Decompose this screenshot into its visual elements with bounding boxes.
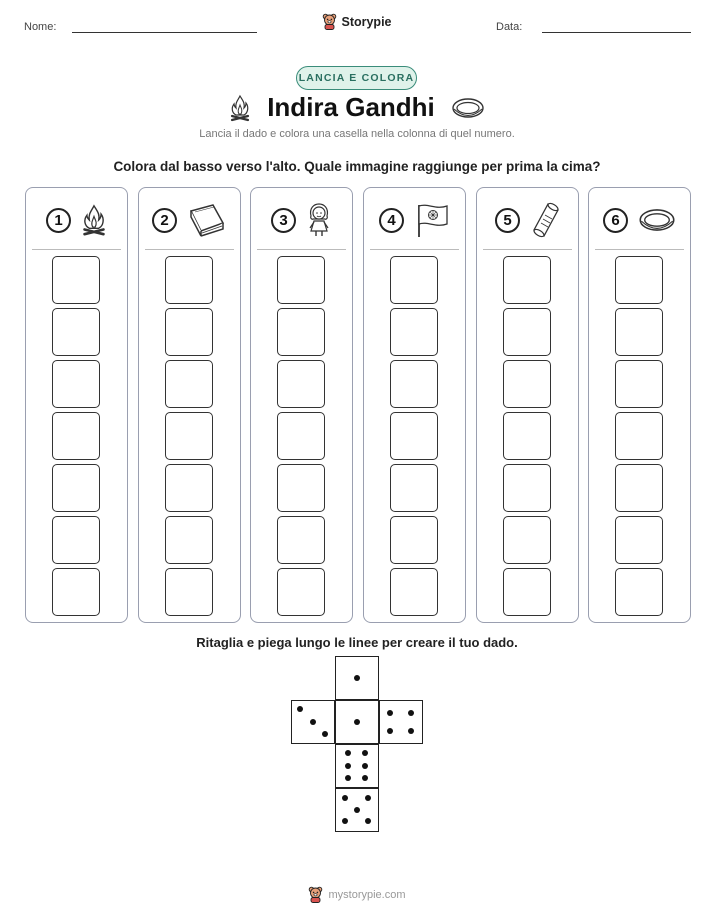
die-face-4	[379, 700, 423, 744]
column-header	[251, 200, 352, 240]
color-cell[interactable]	[52, 568, 100, 616]
die-pip	[408, 728, 414, 734]
column-number: 5	[495, 208, 520, 233]
color-cell[interactable]	[390, 412, 438, 460]
column-header	[139, 200, 240, 240]
instruction: Colora dal basso verso l'alto. Quale immagine raggiunge per prima la cima?	[113, 159, 601, 174]
color-cell[interactable]	[277, 516, 325, 564]
column-header	[477, 200, 578, 240]
brand	[0, 13, 714, 30]
color-cell[interactable]	[52, 256, 100, 304]
scroll-icon	[530, 202, 560, 238]
die-face-1	[335, 656, 379, 700]
title-row	[0, 92, 714, 123]
column-4	[363, 187, 466, 623]
cut-instruction: Ritaglia e piega lungo le linee per creare il tuo dado.	[196, 635, 518, 650]
color-cell[interactable]	[165, 568, 213, 616]
color-cell[interactable]	[503, 464, 551, 512]
die-face-6	[335, 744, 379, 788]
color-cell[interactable]	[615, 256, 663, 304]
color-cell[interactable]	[277, 308, 325, 356]
bangle-ring-icon	[451, 96, 485, 120]
color-cell[interactable]	[390, 256, 438, 304]
column-number: 4	[379, 208, 404, 233]
color-cell[interactable]	[277, 360, 325, 408]
die-pip	[365, 795, 371, 801]
die-pip	[387, 728, 393, 734]
column-divider	[595, 249, 684, 250]
color-cell[interactable]	[503, 412, 551, 460]
column-5	[476, 187, 579, 623]
bear-logo-icon	[322, 13, 337, 30]
color-cell[interactable]	[165, 308, 213, 356]
column-number: 6	[603, 208, 628, 233]
bear-logo-icon	[308, 886, 323, 903]
color-cell[interactable]	[165, 256, 213, 304]
color-cell[interactable]	[615, 360, 663, 408]
die-pip	[345, 763, 351, 769]
color-cell[interactable]	[165, 412, 213, 460]
color-cell[interactable]	[52, 308, 100, 356]
color-cell[interactable]	[503, 360, 551, 408]
color-cell[interactable]	[615, 308, 663, 356]
color-cell[interactable]	[52, 464, 100, 512]
column-divider	[483, 249, 572, 250]
die-pip	[310, 719, 316, 725]
color-cells	[503, 256, 551, 616]
column-header	[589, 200, 690, 240]
bangle-ring-icon	[638, 206, 676, 234]
column-divider	[145, 249, 234, 250]
column-number: 2	[152, 208, 177, 233]
page-title: Indira Gandhi	[267, 92, 435, 122]
color-cell[interactable]	[52, 360, 100, 408]
color-cell[interactable]	[503, 516, 551, 564]
column-6	[588, 187, 691, 623]
color-cell[interactable]	[503, 568, 551, 616]
date-line[interactable]	[542, 32, 691, 33]
color-cell[interactable]	[277, 568, 325, 616]
color-cell[interactable]	[390, 308, 438, 356]
color-cell[interactable]	[503, 256, 551, 304]
book-icon	[187, 203, 227, 237]
color-cell[interactable]	[390, 360, 438, 408]
column-header	[364, 200, 465, 240]
subtitle: Lancia il dado e colora una casella nella colonna di quel numero.	[199, 128, 515, 140]
column-2	[138, 187, 241, 623]
campfire-icon	[81, 203, 107, 237]
column-divider	[32, 249, 121, 250]
color-cell[interactable]	[165, 360, 213, 408]
color-cell[interactable]	[52, 516, 100, 564]
brand-name: Storypie	[341, 14, 392, 29]
column-divider	[257, 249, 346, 250]
die-pip	[354, 675, 360, 681]
die-pip	[345, 750, 351, 756]
name-line[interactable]	[72, 32, 257, 33]
color-cell[interactable]	[277, 464, 325, 512]
die-pip	[345, 775, 351, 781]
column-divider	[370, 249, 459, 250]
color-cell[interactable]	[390, 568, 438, 616]
color-cells	[52, 256, 100, 616]
die-pip	[362, 750, 368, 756]
color-cell[interactable]	[165, 464, 213, 512]
girl-doll-icon	[306, 202, 332, 238]
die-face-3	[291, 700, 335, 744]
footer	[0, 886, 714, 903]
die-pip	[342, 795, 348, 801]
color-cell[interactable]	[277, 256, 325, 304]
activity-badge: LANCIA E COLORA	[296, 66, 417, 90]
die-pip	[408, 710, 414, 716]
footer-url: mystorypie.com	[328, 888, 406, 901]
color-cell[interactable]	[615, 516, 663, 564]
die-pip	[362, 763, 368, 769]
die-pip	[297, 706, 303, 712]
die-pip	[354, 807, 360, 813]
die-pip	[322, 731, 328, 737]
color-cell[interactable]	[615, 464, 663, 512]
color-cells	[165, 256, 213, 616]
color-cell[interactable]	[277, 412, 325, 460]
column-header	[26, 200, 127, 240]
color-cell[interactable]	[390, 464, 438, 512]
color-cells	[390, 256, 438, 616]
color-cell[interactable]	[390, 516, 438, 564]
flag-icon	[414, 202, 450, 238]
color-cell[interactable]	[503, 308, 551, 356]
column-3	[250, 187, 353, 623]
die-pip	[387, 710, 393, 716]
color-cell[interactable]	[615, 412, 663, 460]
die-pip	[362, 775, 368, 781]
column-number: 1	[46, 208, 71, 233]
die-pip	[354, 719, 360, 725]
color-cell[interactable]	[165, 516, 213, 564]
die-pip	[365, 818, 371, 824]
name-label: Nome:	[24, 21, 57, 33]
die-face-1	[335, 700, 379, 744]
column-1	[25, 187, 128, 623]
campfire-icon	[229, 94, 251, 122]
die-pip	[342, 818, 348, 824]
color-cells	[277, 256, 325, 616]
color-cells	[615, 256, 663, 616]
die-face-5	[335, 788, 379, 832]
column-number: 3	[271, 208, 296, 233]
color-cell[interactable]	[52, 412, 100, 460]
color-cell[interactable]	[615, 568, 663, 616]
date-label: Data:	[496, 21, 523, 33]
